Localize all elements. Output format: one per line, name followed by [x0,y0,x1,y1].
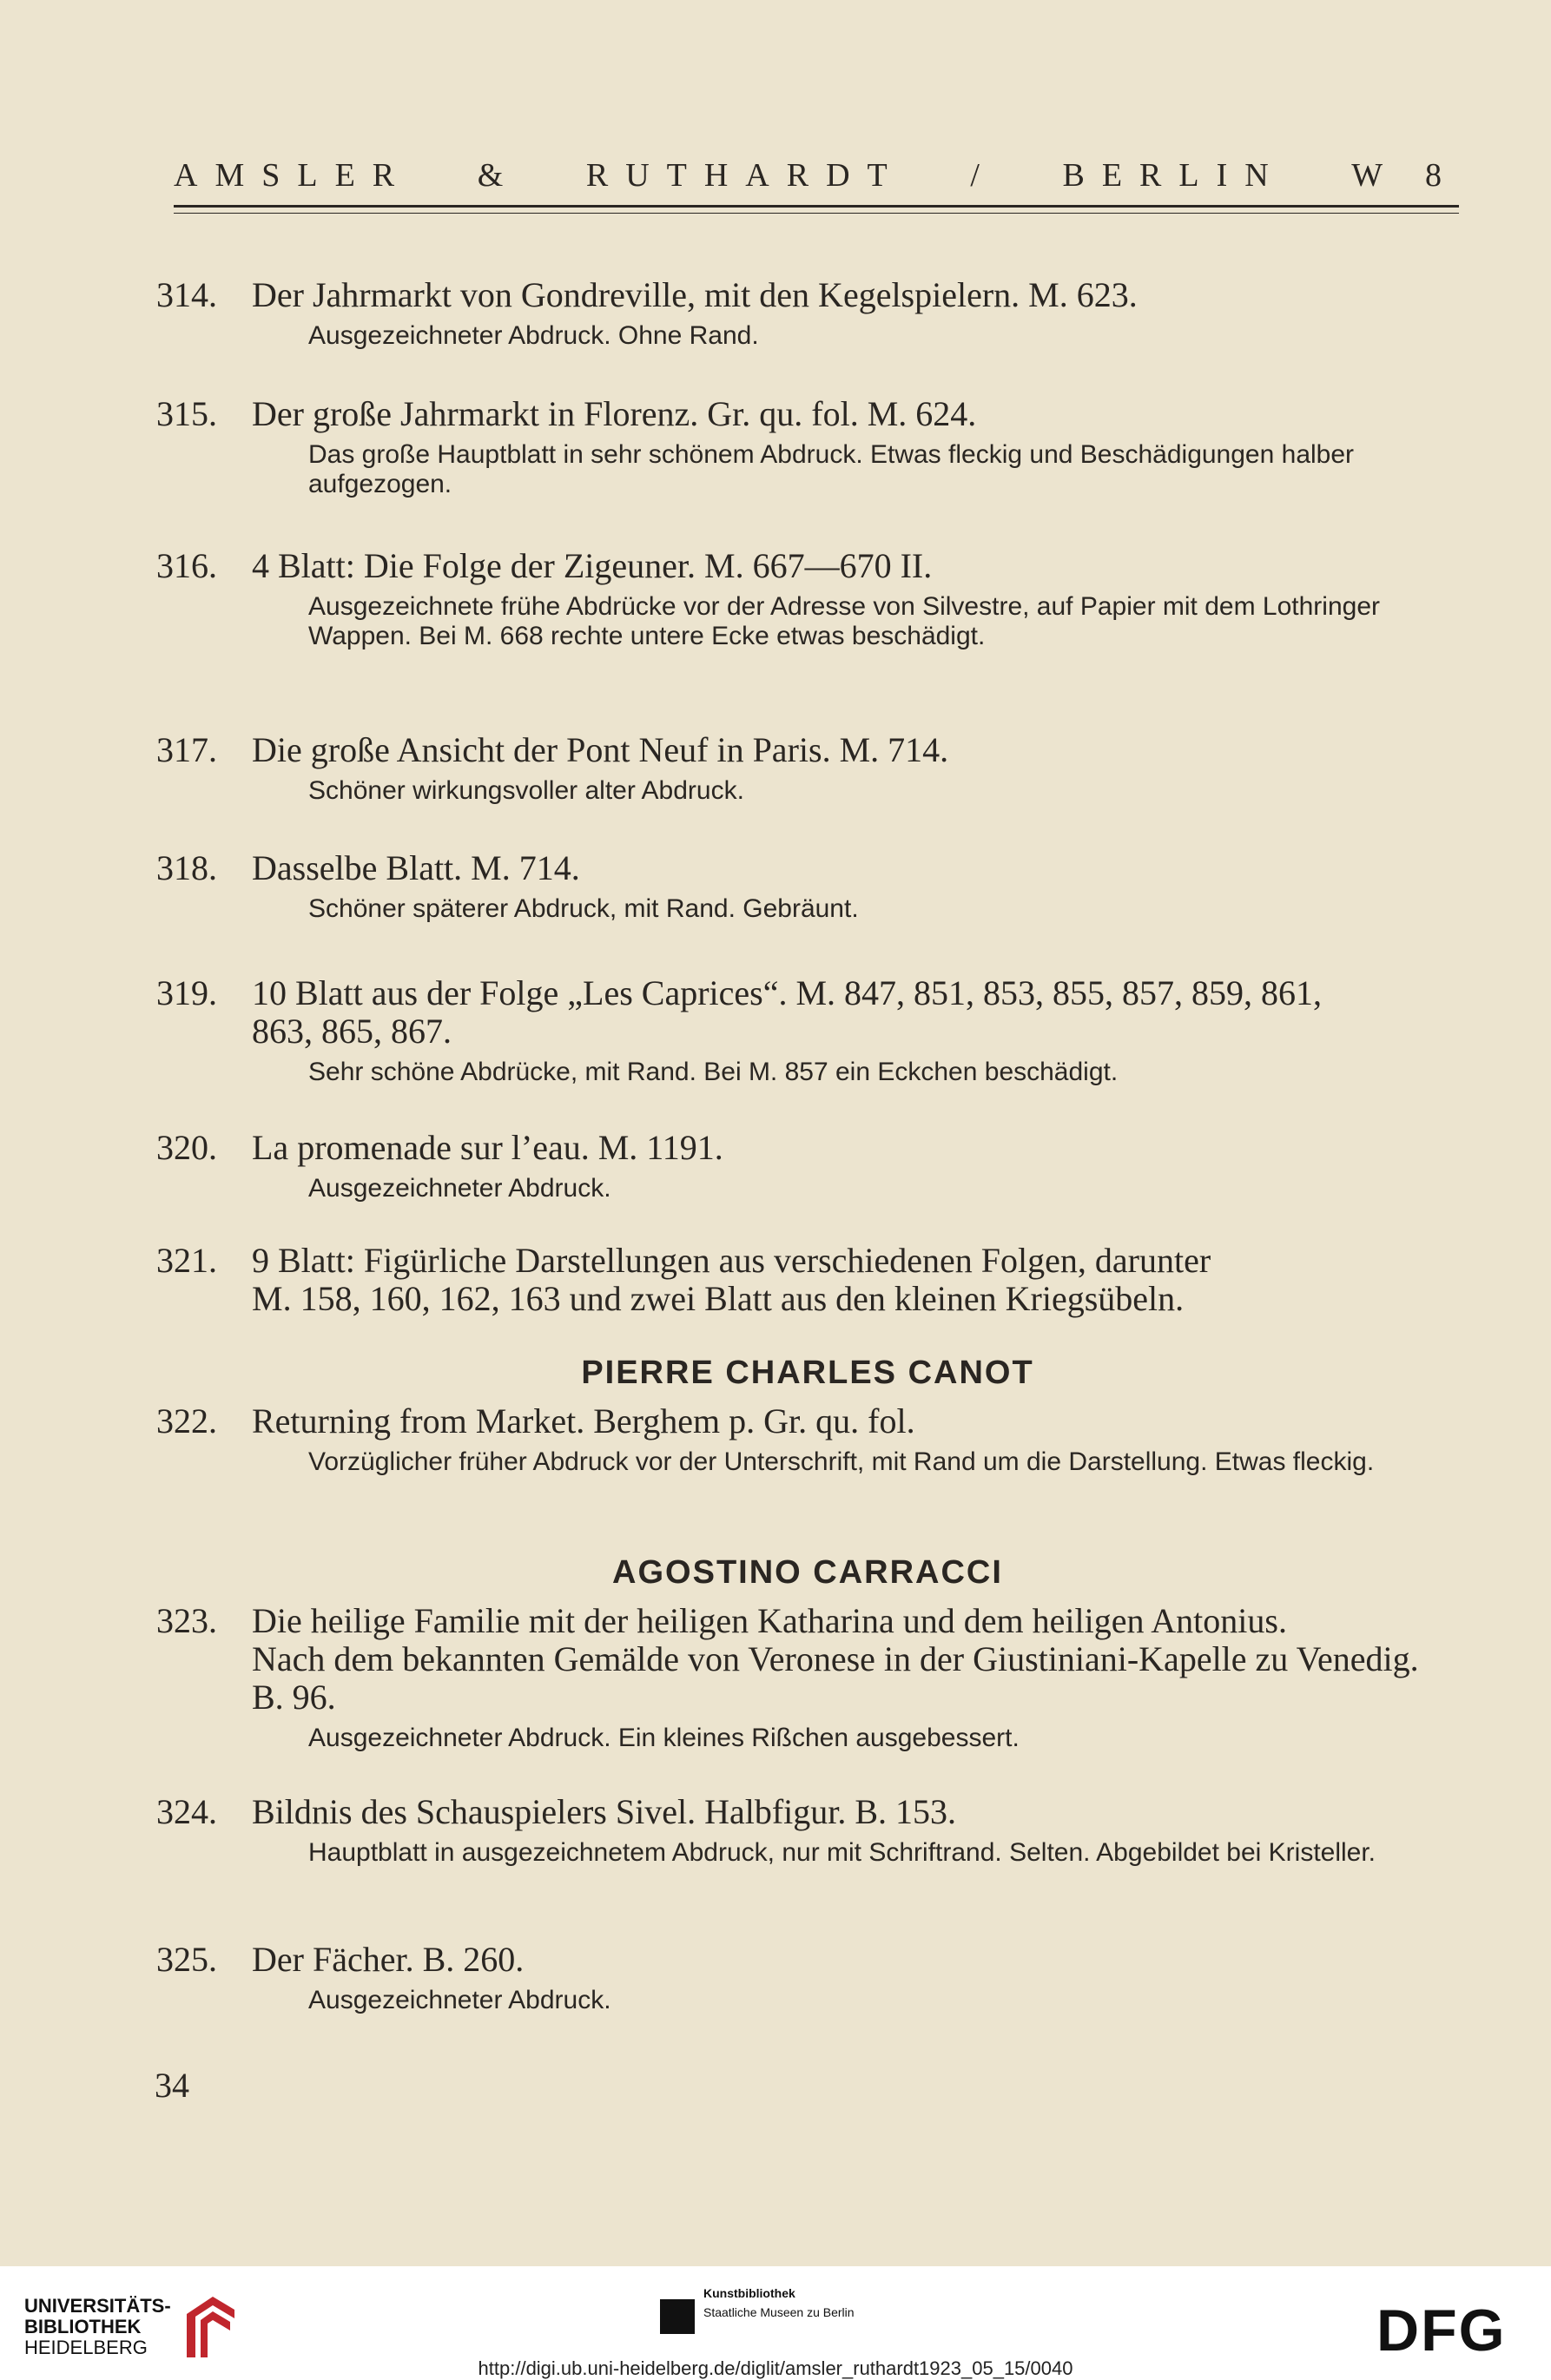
entry-number: 323. [156,1601,217,1640]
entry-number: 320. [156,1128,217,1167]
entry-description: Hauptblatt in ausgezeichnetem Abdruck, nur mit Schriftrand. Selten. Abgebildet bei Kristeller. [308,1838,1376,1867]
entry-title: 4 Blatt: Die Folge der Zigeuner. M. 667—670 II. [252,546,933,585]
entry-title-continued: Nach dem bekannten Gemälde von Veronese in der Giustiniani-Kapelle zu Venedig. B. 96. [252,1639,1419,1717]
entry-title-continued: 863, 865, 867. [252,1012,452,1051]
running-head-part: W 8 [1351,157,1459,194]
catalog-entry [156,849,1459,924]
running-head-part: BERLIN [1062,157,1286,194]
entry-description: Ausgezeichnete frühe Abdrücke vor der Adresse von Silvestre, auf Papier mit dem Lothringer Wappen. Bei M. 668 rechte untere Ecke etwas beschädigt. [308,592,1380,650]
page-number: 34 [155,2066,189,2105]
entry-number: 324. [156,1792,217,1831]
entry-description: Ausgezeichneter Abdruck. [308,1174,611,1203]
ub-heidelberg-logo[interactable] [24,2292,239,2362]
entry-number: 321. [156,1241,217,1280]
catalog-entry [156,1793,1459,1868]
entry-title: Bildnis des Schauspielers Sivel. Halbfigur. B. 153. [252,1792,957,1831]
entry-description: Ausgezeichneter Abdruck. [308,1986,611,2014]
running-head-part: RUTHARDT [585,157,905,194]
ub-logo-line: HEIDELBERG [24,2337,148,2358]
entry-title: Der Fächer. B. 260. [252,1940,525,1979]
entry-number: 316. [156,546,217,585]
entry-title: Returning from Market. Berghem p. Gr. qu. fol. [252,1401,915,1441]
entry-number: 325. [156,1940,217,1979]
catalog-entry [156,1941,1459,2015]
digitization-footer [0,2266,1551,2380]
catalog-entry [156,395,1459,499]
entry-title: 10 Blatt aus der Folge „Les Caprices“. M. 847, 851, 853, 855, 857, 859, 861, [252,973,1323,1012]
running-head [174,156,1459,194]
catalog-entry [156,1242,1459,1318]
kunstbibliothek-logo[interactable] [660,2284,855,2334]
ub-emblem-icon [178,2292,239,2362]
entry-title: Der große Jahrmarkt in Florenz. Gr. qu. fol. M. 624. [252,394,977,433]
header-rule [174,205,1459,208]
catalog-entry [156,1129,1459,1203]
entry-number: 319. [156,973,217,1012]
entry-number: 317. [156,730,217,769]
entry-description: Schöner wirkungsvoller alter Abdruck. [308,776,744,805]
dfg-logo[interactable]: DFG [1376,2298,1507,2364]
section-heading: PIERRE CHARLES CANOT [581,1355,1034,1391]
entry-title: La promenade sur l’eau. M. 1191. [252,1128,723,1167]
catalog-entry [156,547,1459,651]
entry-title: 9 Blatt: Figürliche Darstellungen aus verschiedenen Folgen, darunter [252,1241,1211,1280]
entry-description: Schöner späterer Abdruck, mit Rand. Gebräunt. [308,894,859,923]
running-head-part: AMSLER [174,157,412,194]
entry-description: Das große Hauptblatt in sehr schönem Abdruck. Etwas fleckig und Beschädigungen halber aufgezogen. [308,440,1355,498]
running-head-part: & [477,157,521,194]
entry-title: Der Jahrmarkt von Gondreville, mit den Kegelspielern. M. 623. [252,275,1138,314]
entry-title: Die heilige Familie mit der heiligen Katharina und dem heiligen Antonius. [252,1601,1287,1640]
source-url-link[interactable]: http://digi.ub.uni-heidelberg.de/diglit/amsler_ruthardt1923_05_15/0040 [478,2357,1073,2379]
catalog-entry [156,974,1459,1087]
running-head-part: / [970,157,997,194]
kb-logo-line: Staatliche Museen zu Berlin [703,2305,855,2319]
entry-title-continued: M. 158, 160, 162, 163 und zwei Blatt aus den kleinen Kriegsübeln. [252,1279,1185,1318]
entry-title: Dasselbe Blatt. M. 714. [252,848,580,887]
entry-number: 315. [156,394,217,433]
entry-number: 318. [156,848,217,887]
catalog-entry [156,1602,1459,1753]
catalog-entry [156,1402,1459,1477]
entry-description: Ausgezeichneter Abdruck. Ein kleines Rißchen ausgebessert. [308,1724,1020,1752]
entry-number: 314. [156,275,217,314]
catalog-entry [156,731,1459,806]
header-rule-thin [174,213,1459,214]
kunstbibliothek-icon [660,2299,695,2334]
ub-logo-line: UNIVERSITÄTS- [24,2295,171,2317]
section-heading: AGOSTINO CARRACCI [612,1554,1003,1591]
entry-title: Die große Ansicht der Pont Neuf in Paris. M. 714. [252,730,949,769]
entry-description: Vorzüglicher früher Abdruck vor der Unterschrift, mit Rand um die Darstellung. Etwas fleckig. [308,1447,1375,1476]
entry-number: 322. [156,1401,217,1441]
ub-logo-line: BIBLIOTHEK [24,2316,142,2337]
catalog-entry [156,276,1459,351]
kb-logo-line: Kunstbibliothek [703,2286,795,2300]
entry-description: Sehr schöne Abdrücke, mit Rand. Bei M. 857 ein Eckchen beschädigt. [308,1058,1119,1086]
entry-description: Ausgezeichneter Abdruck. Ohne Rand. [308,321,759,350]
